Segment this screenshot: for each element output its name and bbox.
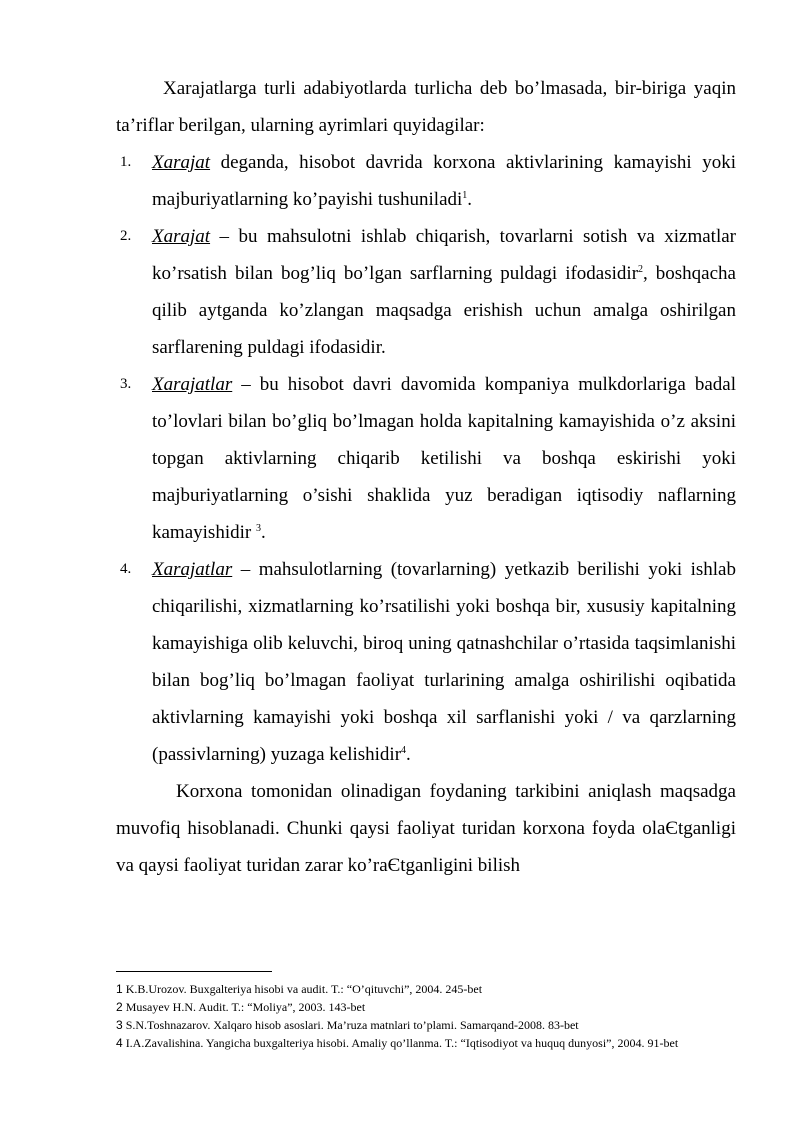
footnote-ref[interactable]: 3 (255, 523, 261, 534)
footnote (116, 980, 756, 998)
footnotes (116, 980, 756, 1052)
footnote-separator (116, 971, 272, 972)
footnote-text: I.A.Zavalishina. Yangicha buxgalteriya hisobi. Amaliy qo’llanma. T.: “Iqtisodiyot va huquq dunyosi”, 2004. 91-bet (125, 1036, 679, 1050)
footnote-ref[interactable]: 4 (401, 745, 407, 756)
footnote (116, 998, 756, 1016)
definition-text-after: . (406, 744, 411, 765)
document-body (116, 70, 736, 884)
list-number: 3. (120, 376, 132, 392)
closing-paragraph: Korxona tomonidan olinadigan foydaning tarkibini aniqlash maqsadga muvofiq hisoblanadi. Chunki qaysi faoliyat turidan korxona foyda olaЄtganligi va qaysi faoliyat turidan zarar ko’raЄtganligini bilish (116, 781, 736, 876)
list-item (116, 551, 736, 773)
definition-text: – bu mahsulotni ishlab chiqarish, tovarlarni sotish va xizmatlar ko’rsatish bilan bog’liq bo’lgan sarflarning puldagi ifodasidir (152, 226, 736, 284)
footnote-text: Musayev H.N. Audit. T.: “Moliya”, 2003. 143-bet (125, 1000, 366, 1014)
footnote-number: 2 (116, 1000, 123, 1014)
footnote-ref[interactable]: 1 (462, 190, 468, 201)
footnote-number: 3 (116, 1018, 123, 1032)
list-item (116, 218, 736, 366)
intro-paragraph: Xarajatlarga turli adabiyotlarda turlicha deb bo’lmasada, bir-biriga yaqin ta’riflar berilgan, ularning ayrimlari quyidagilar: (116, 78, 736, 136)
footnote-ref[interactable]: 2 (638, 264, 644, 275)
definition-text-after: , boshqacha qilib aytganda ko’zlangan maqsadga erishish uchun amalga oshirilgan sarflarening puldagi ifodasidir. (152, 263, 736, 358)
list-number: 4. (120, 561, 132, 577)
definition-term: Xarajat (152, 152, 211, 173)
definition-term: Xarajatlar (152, 374, 233, 395)
footnote-number: 1 (116, 982, 123, 996)
footnote (116, 1016, 756, 1034)
footnote-number: 4 (116, 1036, 123, 1050)
definitions-list (116, 144, 736, 773)
footnote-text: S.N.Toshnazarov. Xalqaro hisob asoslari. Ma’ruza matnlari to’plami. Samarqand-2008. 83-bet (125, 1018, 579, 1032)
list-number: 1. (120, 154, 132, 170)
definition-term: Xarajat (152, 226, 211, 247)
footnote (116, 1034, 756, 1052)
list-item (116, 144, 736, 218)
definition-text: – mahsulotlarning (tovarlarning) yetkazib berilishi yoki ishlab chiqarilishi, xizmatlarning ko’rsatilishi yoki boshqa bir, xususiy kapitalning kamayishiga olib keluvchi, biroq uning qatnashchilar o’rtasida taqsimlanishi bilan bog’liq bo’lmagan faoliyat turlarining amalga oshirilishi oqibatida aktivlarning kamayishi yoki boshqa xil sarflanishi yoki / va qarzlarning (passivlarning) yuzaga kelishidir (152, 559, 736, 765)
definition-text: deganda, hisobot davrida korxona aktivlarining kamayishi yoki majburiyatlarning ko’payishi tushuniladi (152, 152, 736, 210)
definition-text-after: . (467, 189, 473, 210)
definition-term: Xarajatlar (152, 559, 233, 580)
list-number: 2. (120, 228, 132, 244)
list-item (116, 366, 736, 551)
definition-text-after: . (260, 522, 266, 543)
definition-text: – bu hisobot davri davomida kompaniya mulkdorlariga badal to’lovlari bilan bo’gliq bo’lmagan holda kapitalning kamayishida o’z aksini topgan aktivlarning chiqarib ketilishi va boshqa eskirishi yoki majburiyatlarning o’sishi shaklida yuz beradigan iqtisodiy naflarning kamayishidir (152, 374, 736, 543)
footnote-text: K.B.Urozov. Buxgalteriya hisobi va audit. T.: “O’qituvchi”, 2004. 245-bet (125, 982, 483, 996)
